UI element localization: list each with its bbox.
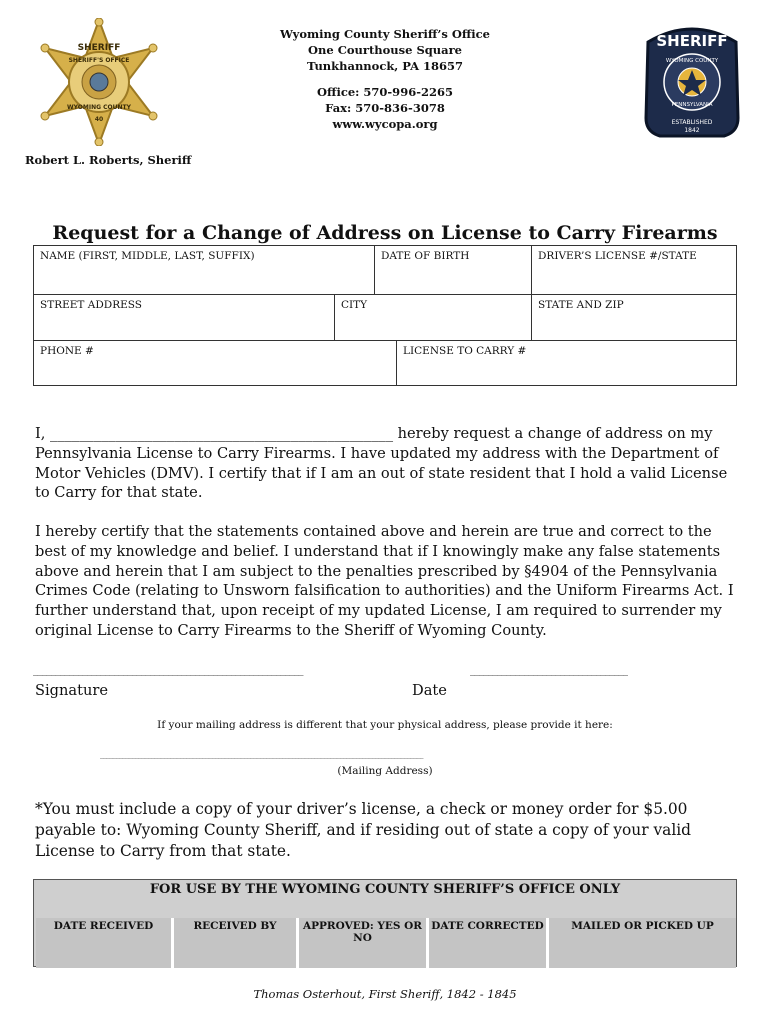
signature-line[interactable]: ____________________________________________________________ bbox=[33, 665, 303, 676]
street-address-field[interactable] bbox=[33, 294, 335, 341]
mailed-picked-up-column[interactable] bbox=[549, 918, 736, 968]
star-text-top: SHERIFF bbox=[77, 43, 121, 53]
form-title: Request for a Change of Address on License to Carry Firearms bbox=[52, 222, 718, 244]
patch-established: ESTABLISHED bbox=[671, 119, 713, 126]
mailing-address-line[interactable]: _____________________________________________________________________________________________________ bbox=[100, 751, 424, 759]
office-use-table bbox=[33, 879, 737, 967]
address-line-1: One Courthouse Square bbox=[308, 43, 462, 57]
patch-text-ring: WYOMING COUNTY bbox=[665, 58, 719, 64]
office-header bbox=[250, 26, 520, 132]
office-use-title: FOR USE BY THE WYOMING COUNTY SHERIFF’S OFFICE ONLY bbox=[149, 882, 621, 897]
mailing-address-note: If your mailing address is different that your physical address, please provide it here: bbox=[157, 719, 613, 731]
requirement-note: *You must include a copy of your driver’s license, a check or money order for $5.00 payable to: Wyoming County Sheriff, and if residing out of state a copy of your valid License to Carry from that state. bbox=[35, 800, 692, 860]
patch-text-state: PENNSYLVANIA bbox=[671, 102, 713, 108]
phone-label: PHONE # bbox=[40, 345, 94, 357]
approved-header: APPROVED: YES OR NO bbox=[302, 920, 423, 944]
state-zip-label: STATE AND ZIP bbox=[538, 299, 624, 311]
date-corrected-column[interactable] bbox=[429, 918, 549, 968]
request-statement: I, _______________________________________________ hereby request a change of address on my Pennsylvania License to Carry Firearms. I have updated my address with the Department of Motor Vehicles (DMV). I certify that if I am an out of state resident that I hold a valid License to Carry for that state. bbox=[35, 425, 728, 502]
drivers-license-field[interactable] bbox=[531, 245, 737, 295]
name-field[interactable] bbox=[33, 245, 375, 295]
patch-text-top: SHERIFF bbox=[656, 32, 728, 50]
received-by-header: RECEIVED BY bbox=[193, 920, 277, 932]
dob-label: DATE OF BIRTH bbox=[381, 250, 470, 262]
dob-field[interactable] bbox=[374, 245, 532, 295]
star-text-ring: SHERIFF'S OFFICE bbox=[68, 57, 130, 64]
name-label: NAME (FIRST, MIDDLE, LAST, SUFFIX) bbox=[40, 250, 255, 262]
address-line-2: Tunkhannock, PA 18657 bbox=[306, 59, 464, 73]
mailing-address-label: (Mailing Address) bbox=[337, 765, 433, 777]
license-to-carry-label: LICENSE TO CARRY # bbox=[403, 345, 527, 357]
date-corrected-header: DATE CORRECTED bbox=[431, 920, 544, 932]
date-label: Date bbox=[412, 682, 447, 699]
office-fax: Fax: 570-836-3078 bbox=[325, 101, 445, 115]
drivers-license-label: DRIVER’S LICENSE #/STATE bbox=[538, 250, 697, 262]
received-by-column[interactable] bbox=[174, 918, 299, 968]
city-field[interactable] bbox=[334, 294, 532, 341]
star-number: 40 bbox=[94, 116, 104, 123]
patch-year: 1842 bbox=[684, 127, 700, 134]
star-text-bottom: WYOMING COUNTY bbox=[67, 104, 131, 111]
approved-column[interactable] bbox=[299, 918, 429, 968]
license-to-carry-field[interactable] bbox=[396, 340, 737, 386]
sheriff-patch-logo bbox=[640, 20, 744, 144]
state-zip-field[interactable] bbox=[531, 294, 737, 341]
city-label: CITY bbox=[341, 299, 368, 311]
sheriff-star-badge-logo bbox=[35, 18, 163, 146]
certification-statement: I hereby certify that the statements contained above and herein are true and correct to the best of my knowledge and belief. I understand that if I knowingly make any false statements above and herein that I am subject to the penalties prescribed by §4904 of the Pennsylvania Crimes Code (relating to Unsworn falsification to authorities) and the Uniform Firearms Act. I further understand that, upon receipt of my updated License, I am required to surrender my original License to Carry Firearms to the Sheriff of Wyoming County. bbox=[35, 523, 734, 639]
date-received-column[interactable] bbox=[36, 918, 174, 968]
footer-note: Thomas Osterhout, First Sheriff, 1842 - 1845 bbox=[253, 987, 517, 1001]
date-line[interactable]: ___________________________________ bbox=[470, 665, 628, 676]
signature-label: Signature bbox=[35, 682, 108, 699]
office-website[interactable]: www.wycopa.org bbox=[332, 117, 438, 131]
date-received-header: DATE RECEIVED bbox=[53, 920, 154, 932]
sheriff-name: Robert L. Roberts, Sheriff bbox=[25, 153, 192, 167]
mailed-picked-up-header: MAILED OR PICKED UP bbox=[571, 920, 714, 932]
office-name: Wyoming County Sheriff’s Office bbox=[280, 27, 490, 41]
office-phone: Office: 570-996-2265 bbox=[317, 85, 453, 99]
phone-field[interactable] bbox=[33, 340, 397, 386]
street-address-label: STREET ADDRESS bbox=[40, 299, 142, 311]
